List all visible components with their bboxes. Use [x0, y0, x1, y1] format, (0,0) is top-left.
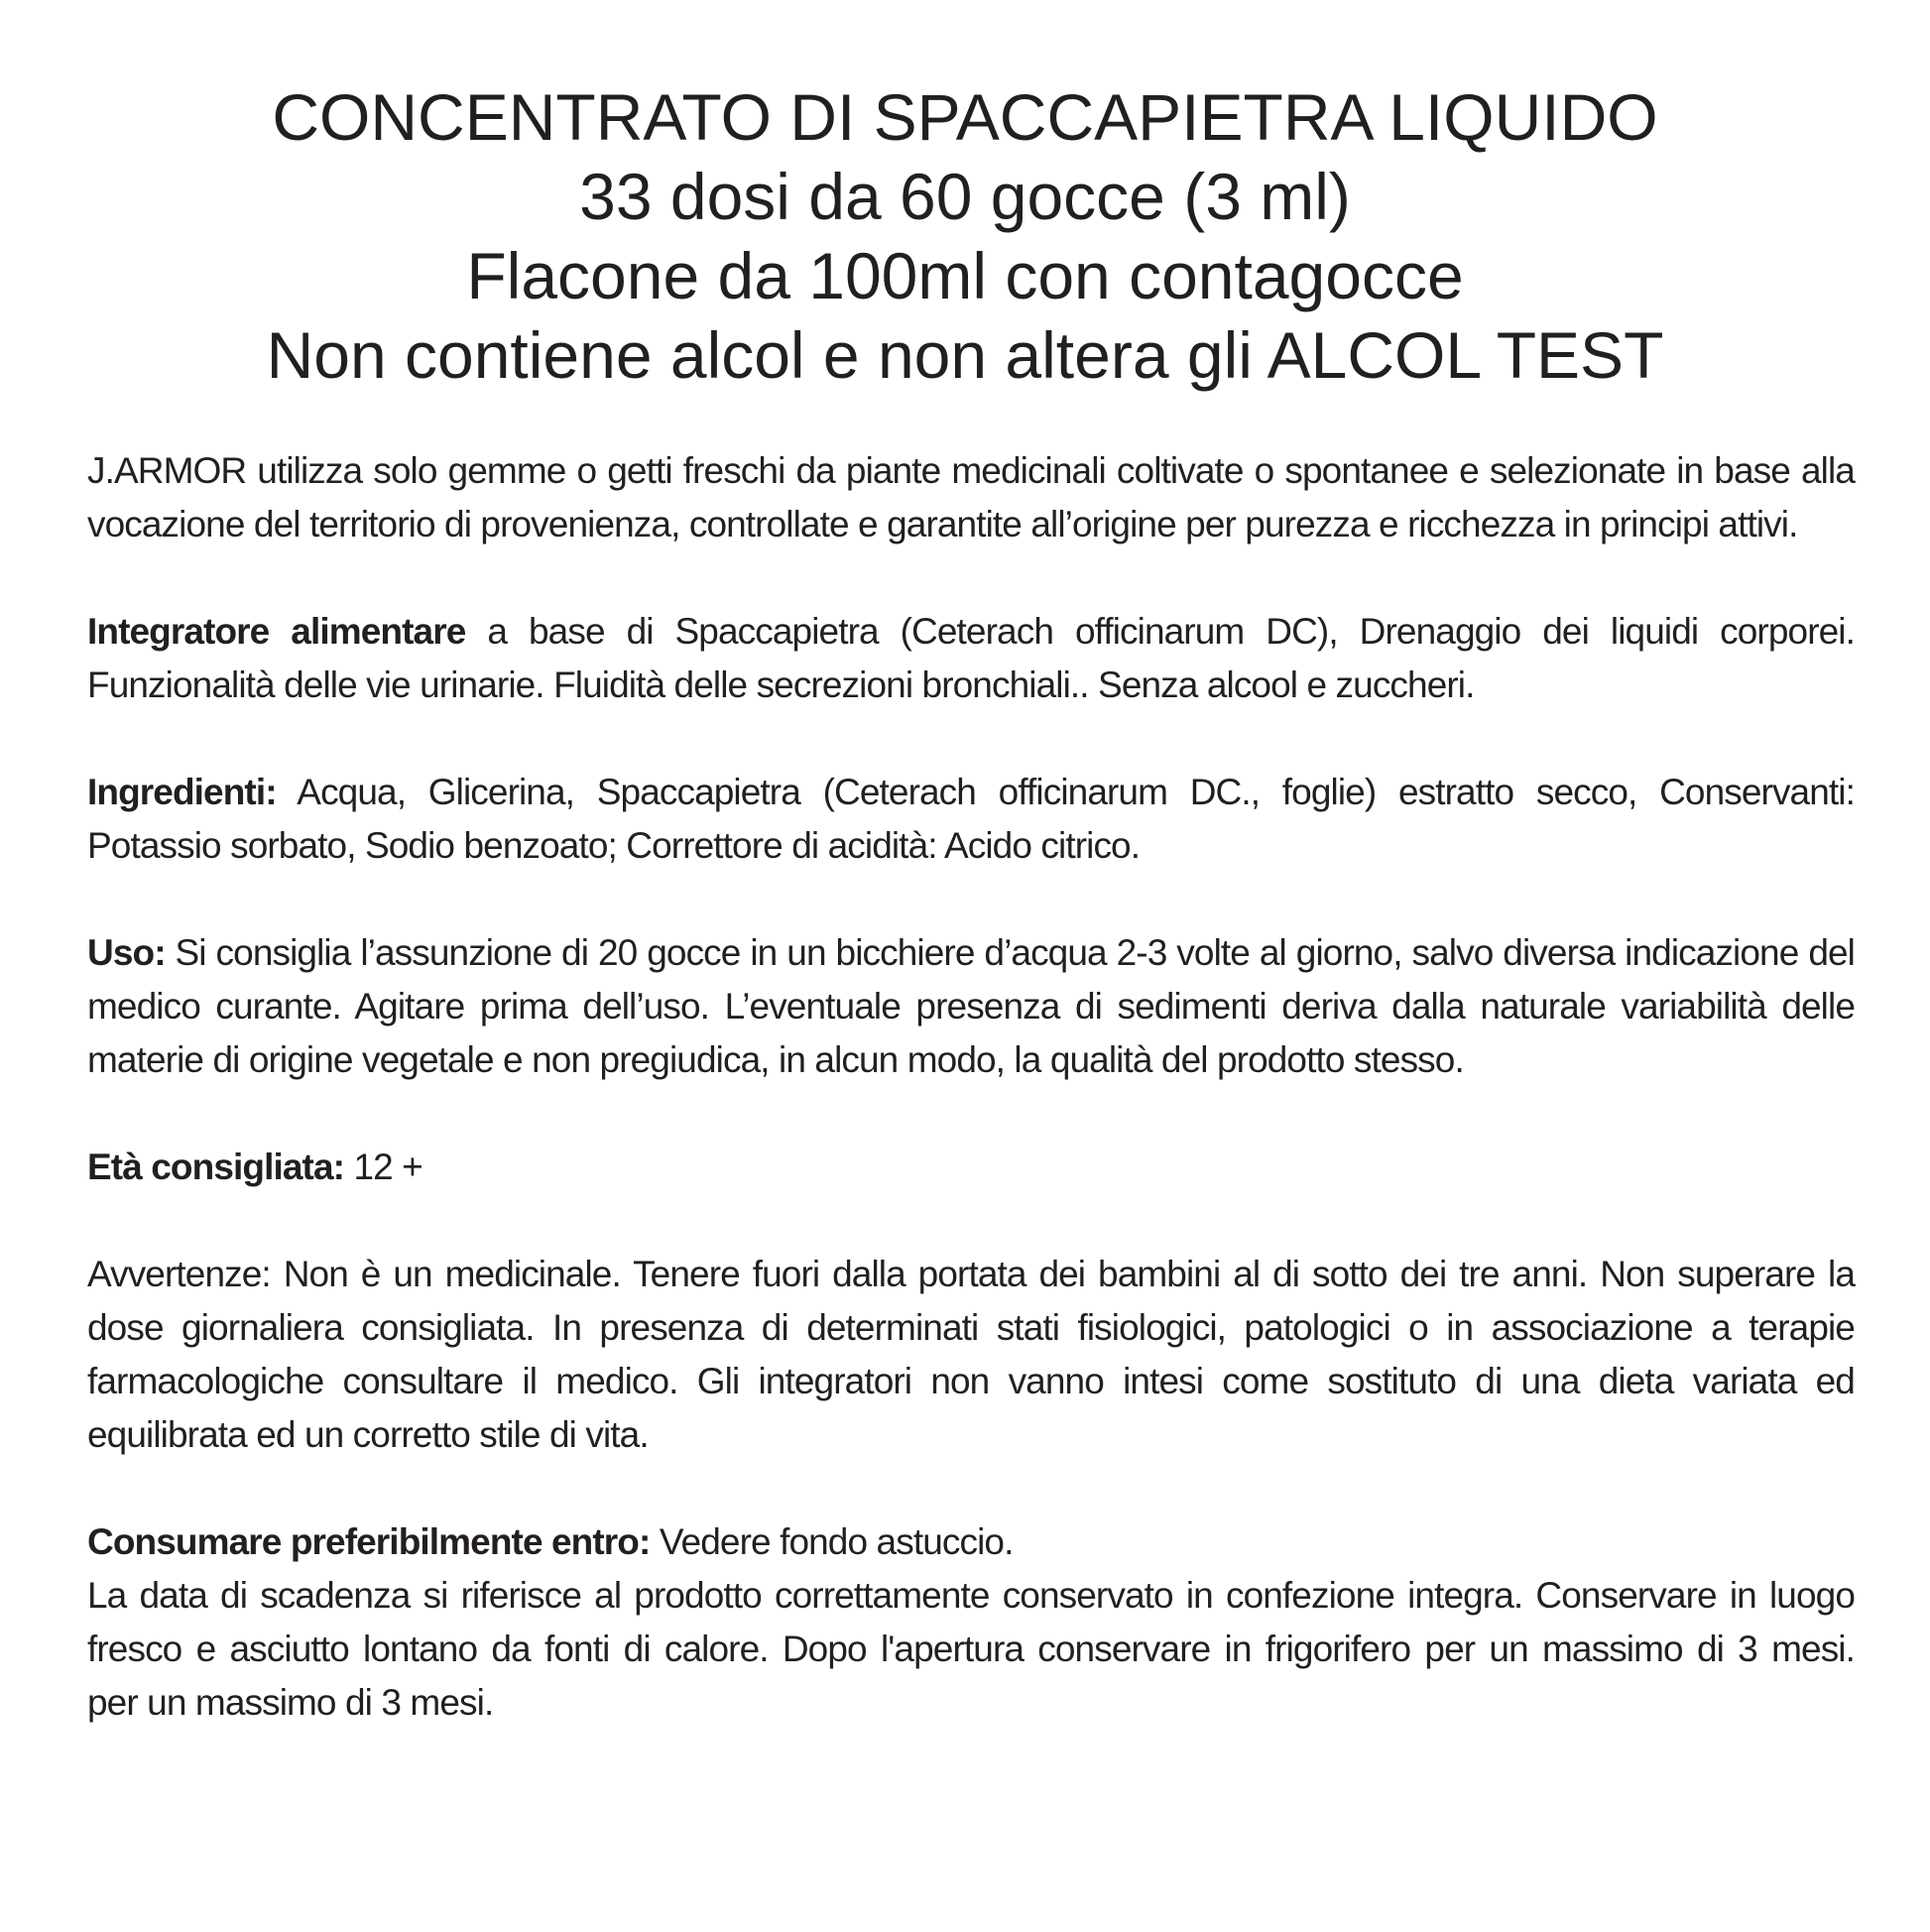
alcohol-free-notice: Non contiene alcol e non altera gli ALCOL TEST	[266, 318, 1664, 392]
bottle-info: Flacone da 100ml con contagocce	[466, 239, 1464, 312]
consumare-text: Vedere fondo astuccio.	[650, 1521, 1014, 1562]
uso-text: Si consiglia l’assunzione di 20 gocce in un bicchiere d’acqua 2-3 volte al giorno, salvo diversa indicazione del medico curante. Agitare prima dell’uso. L’eventuale presenza di sedimenti deriva dalla naturale variabilità delle materie di origine vegetale e non pregiudica, in alcun modo, la qualità del prodotto stesso.	[87, 932, 1855, 1080]
ingredienti-label: Ingredienti:	[87, 772, 277, 812]
uso-paragraph	[87, 926, 1855, 1087]
scadenza-text: La data di scadenza si riferisce al prodotto correttamente conservato in confezione integra. Conservare in luogo fresco e asciutto lontano da fonti di calore. Dopo l'apertura conservare in frigorifero per un massimo di 3 mesi. per un massimo di 3 mesi.	[87, 1575, 1911, 1723]
uso-label: Uso:	[87, 932, 166, 973]
eta-text: 12 +	[344, 1147, 422, 1187]
avvertenze-text: Avvertenze: Non è un medicinale. Tenere fuori dalla portata dei bambini al di sotto dei tre anni. Non superare la dose giornaliera consigliata. In presenza di determinati stati fisiologici, patologici o in associazione a terapie farmacologiche consultare il medico. Gli integratori non vanno intesi come sostituto di una dieta variata ed equilibrata ed un corretto stile di vita.	[87, 1254, 1855, 1455]
label-body	[87, 444, 1911, 1730]
dose-info: 33 dosi da 60 gocce (3 ml)	[579, 160, 1351, 233]
intro-paragraph	[87, 444, 1855, 551]
consumare-label: Consumare preferibilmente entro:	[87, 1521, 651, 1562]
eta-paragraph	[87, 1141, 1855, 1194]
integratore-text: a base di Spaccapietra (Ceterach officinarum DC), Drenaggio dei liquidi corporei. Funzionalità delle vie urinarie. Fluidità delle secrezioni bronchiali.. Senza alcool e zuccheri.	[87, 611, 1855, 705]
product-title: CONCENTRATO DI SPACCAPIETRA LIQUIDO	[272, 80, 1658, 154]
scadenza-paragraph	[87, 1569, 1911, 1730]
intro-text: J.ARMOR utilizza solo gemme o getti freschi da piante medicinali coltivate o spontanee e selezionate in base alla vocazione del territorio di provenienza, controllate e garantite all’origine per purezza e ricchezza in principi attivi.	[87, 450, 1855, 544]
ingredienti-text: Acqua, Glicerina, Spaccapietra (Ceterach officinarum DC., foglie) estratto secco, Conservanti: Potassio sorbato, Sodio benzoato; Correttore di acidità: Acido citrico.	[87, 772, 1855, 866]
ingredienti-paragraph	[87, 766, 1855, 873]
integratore-paragraph	[87, 605, 1855, 712]
eta-label: Età consigliata:	[87, 1147, 345, 1187]
product-title-block	[0, 77, 1930, 395]
avvertenze-paragraph	[87, 1248, 1855, 1462]
consumare-paragraph	[87, 1515, 1855, 1569]
integratore-label: Integratore alimentare	[87, 611, 466, 652]
